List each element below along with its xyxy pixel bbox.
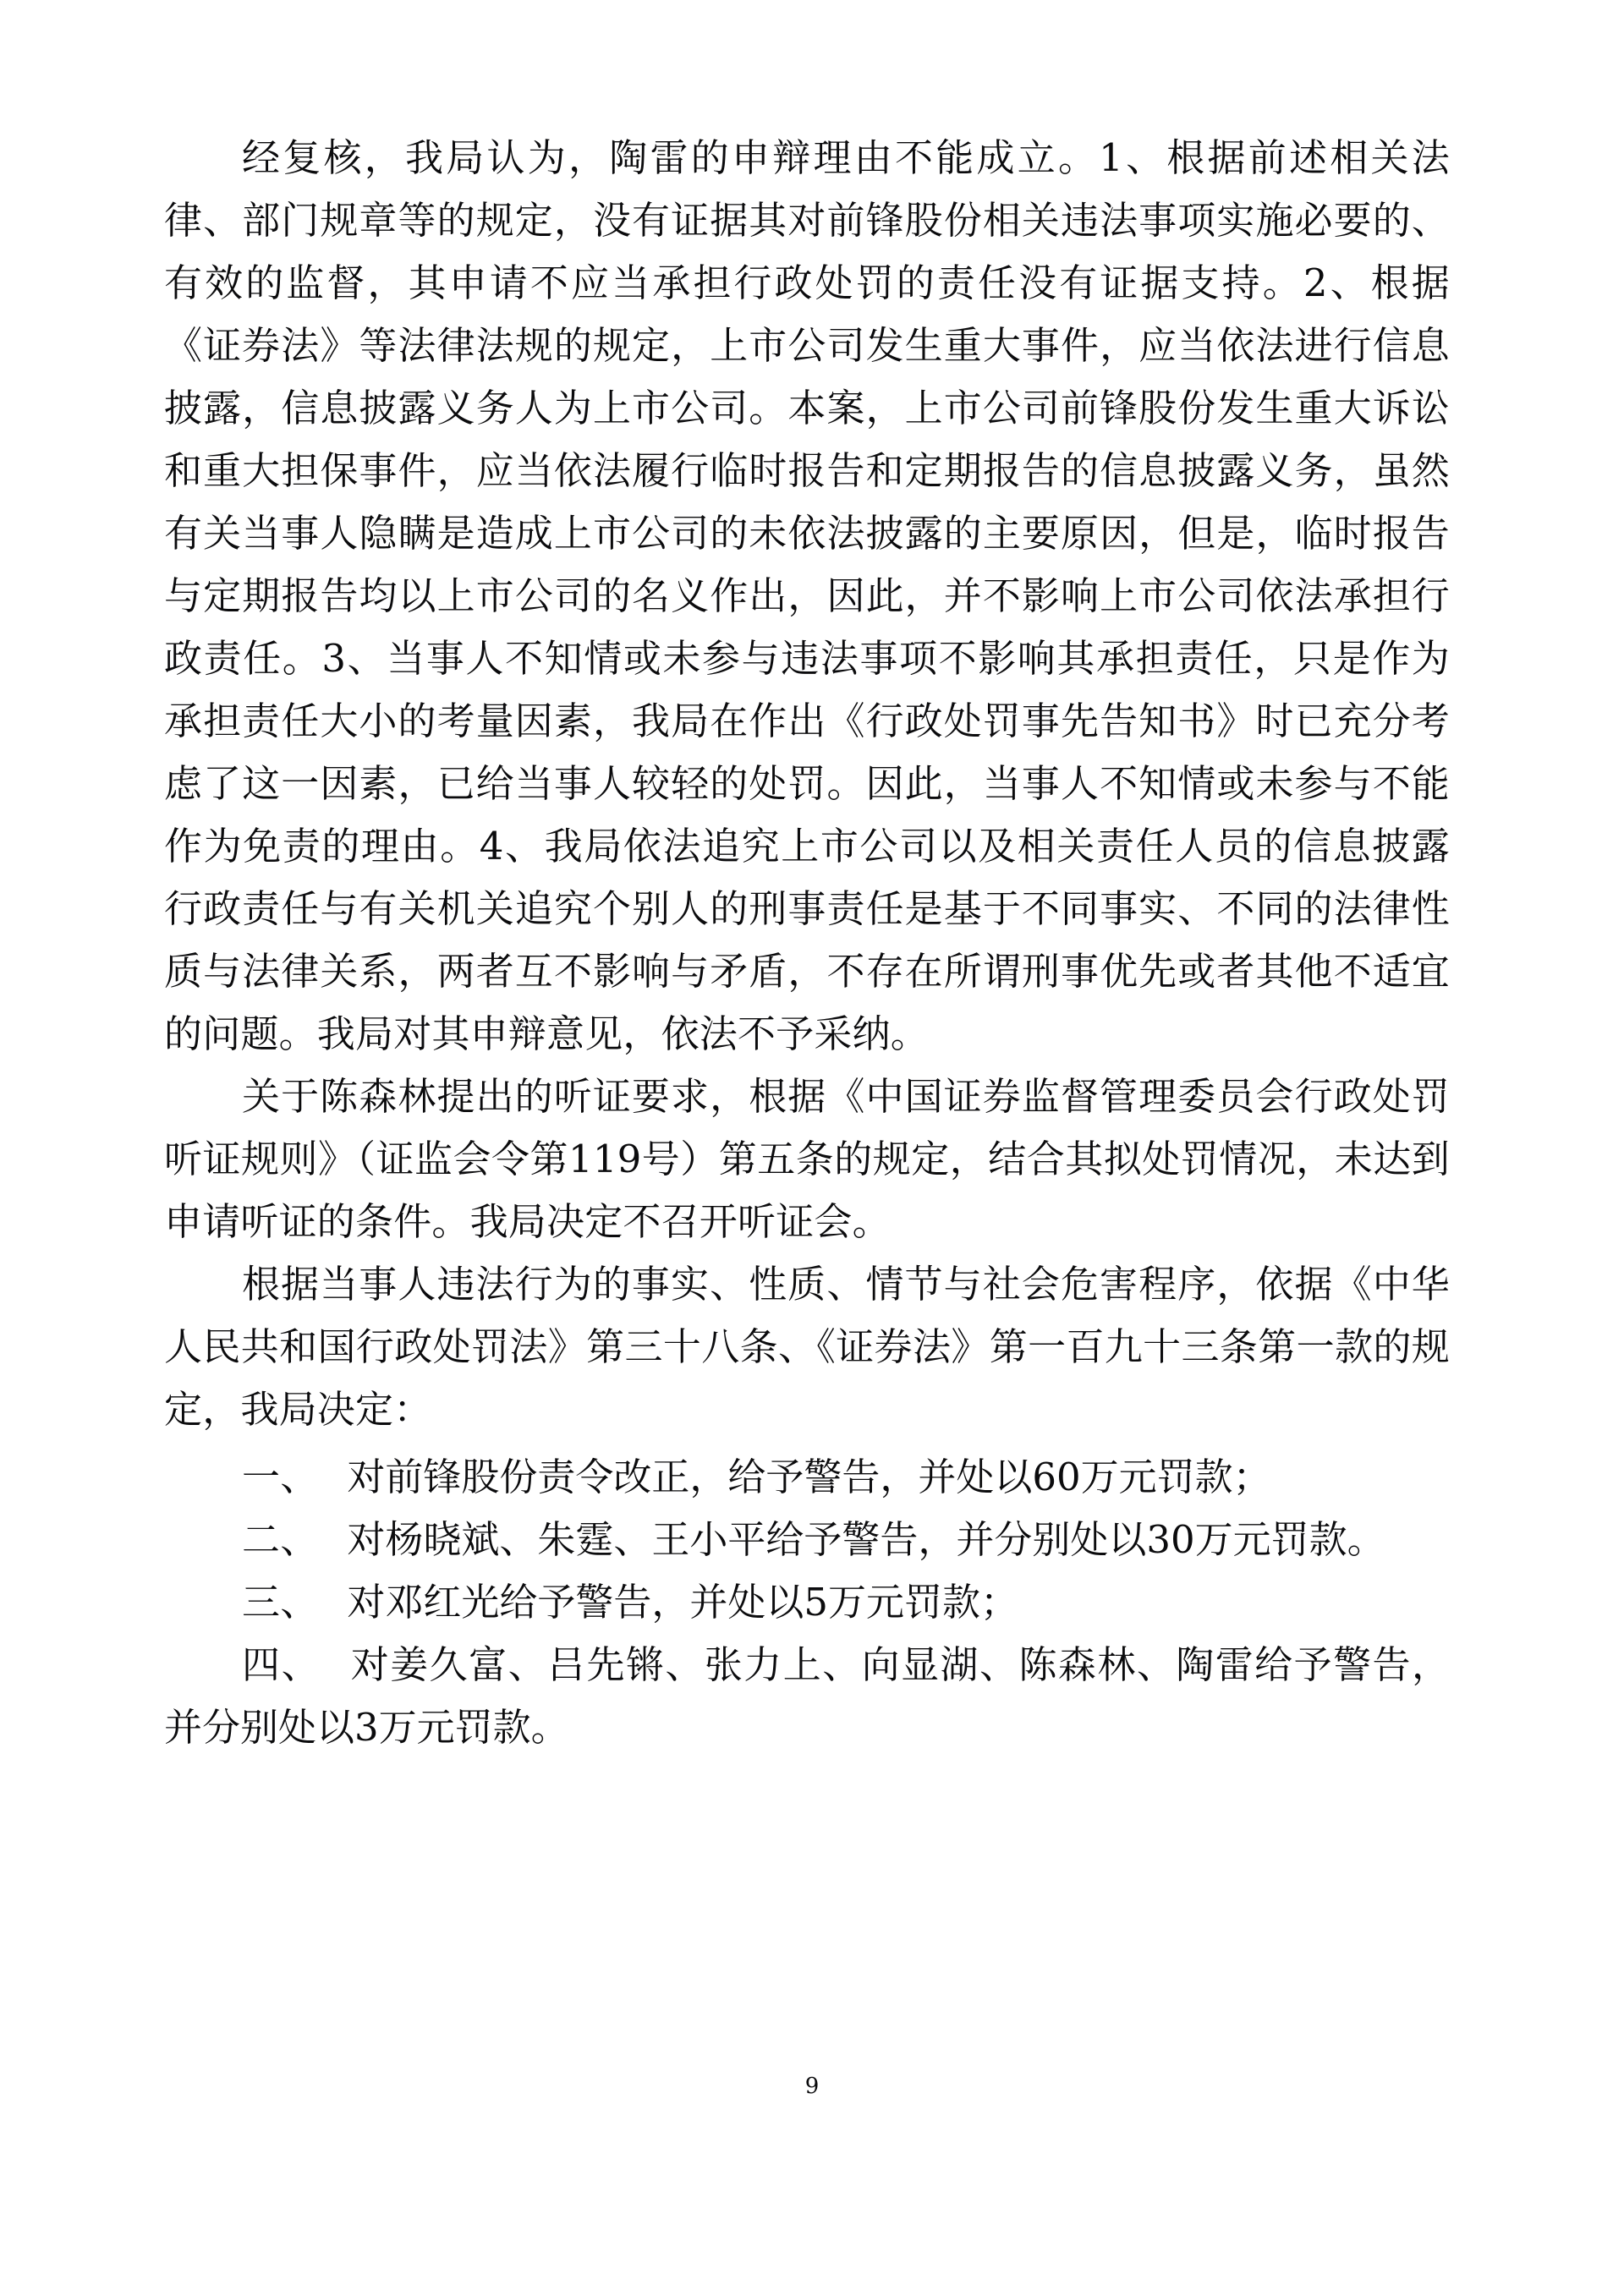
paragraph-hearing-request: 关于陈森林提出的听证要求，根据《中国证券监督管理委员会行政处罚听证规则》（证监会令第119号）第五条的规定，结合其拟处罚情况，未达到申请听证的条件。我局决定不召开听证会。 bbox=[164, 1074, 1450, 1244]
decision-item-2 bbox=[164, 1509, 1450, 1571]
decision-item-4-text: 对姜久富、吕先锵、张力上、向显湖、陈森林、陶雷给予警告，并分别处以3万元罚款。 bbox=[164, 1642, 1450, 1750]
decision-item-4 bbox=[164, 1634, 1450, 1759]
decision-item-2-marker: 二、 bbox=[242, 1517, 319, 1562]
decision-item-3 bbox=[164, 1571, 1450, 1634]
decision-item-1 bbox=[164, 1446, 1450, 1509]
decision-item-1-marker: 一、 bbox=[242, 1455, 319, 1499]
paragraph-legal-basis: 根据当事人违法行为的事实、性质、情节与社会危害程序，依据《中华人民共和国行政处罚法》第三十八条、《证券法》第一百九十三条第一款的规定，我局决定： bbox=[164, 1262, 1450, 1432]
paragraph-appeal-review: 经复核，我局认为，陶雷的申辩理由不能成立。1、根据前述相关法律、部门规章等的规定，没有证据其对前锋股份相关违法事项实施必要的、有效的监督，其申请不应当承担行政处罚的责任没有证据支持。2、根据《证券法》等法律法规的规定，上市公司发生重大事件，应当依法进行信息披露，信息披露义务人为上市公司。本案，上市公司前锋股份发生重大诉讼和重大担保事件，应当依法履行临时报告和定期报告的信息披露义务，虽然有关当事人隐瞒是造成上市公司的未依法披露的主要原因，但是，临时报告与定期报告均以上市公司的名义作出，因此，并不影响上市公司依法承担行政责任。3、当事人不知情或未参与违法事项不影响其承担责任，只是作为承担责任大小的考量因素，我局在作出《行政处罚事先告知书》时已充分考虑了这一因素，已给当事人较轻的处罚。因此，当事人不知情或未参与不能作为免责的理由。4、我局依法追究上市公司以及相关责任人员的信息披露行政责任与有关机关追究个别人的刑事责任是基于不同事实、不同的法律性质与法律关系，两者互不影响与矛盾，不存在所谓刑事优先或者其他不适宜的问题。我局对其申辩意见，依法不予采纳。 bbox=[164, 135, 1450, 1056]
decision-item-3-text: 对邓红光给予警告，并处以5万元罚款； bbox=[347, 1580, 1019, 1625]
decision-list bbox=[164, 1446, 1450, 1759]
decision-item-2-text: 对杨晓斌、朱霆、王小平给予警告，并分别处以30万元罚款。 bbox=[347, 1517, 1385, 1562]
decision-item-4-marker: 四、 bbox=[242, 1642, 321, 1687]
page-number: 9 bbox=[804, 2074, 820, 2099]
decision-item-3-marker: 三、 bbox=[242, 1580, 319, 1625]
decision-item-1-text: 对前锋股份责令改正，给予警告，并处以60万元罚款； bbox=[347, 1455, 1271, 1499]
document-body bbox=[164, 127, 1450, 1759]
